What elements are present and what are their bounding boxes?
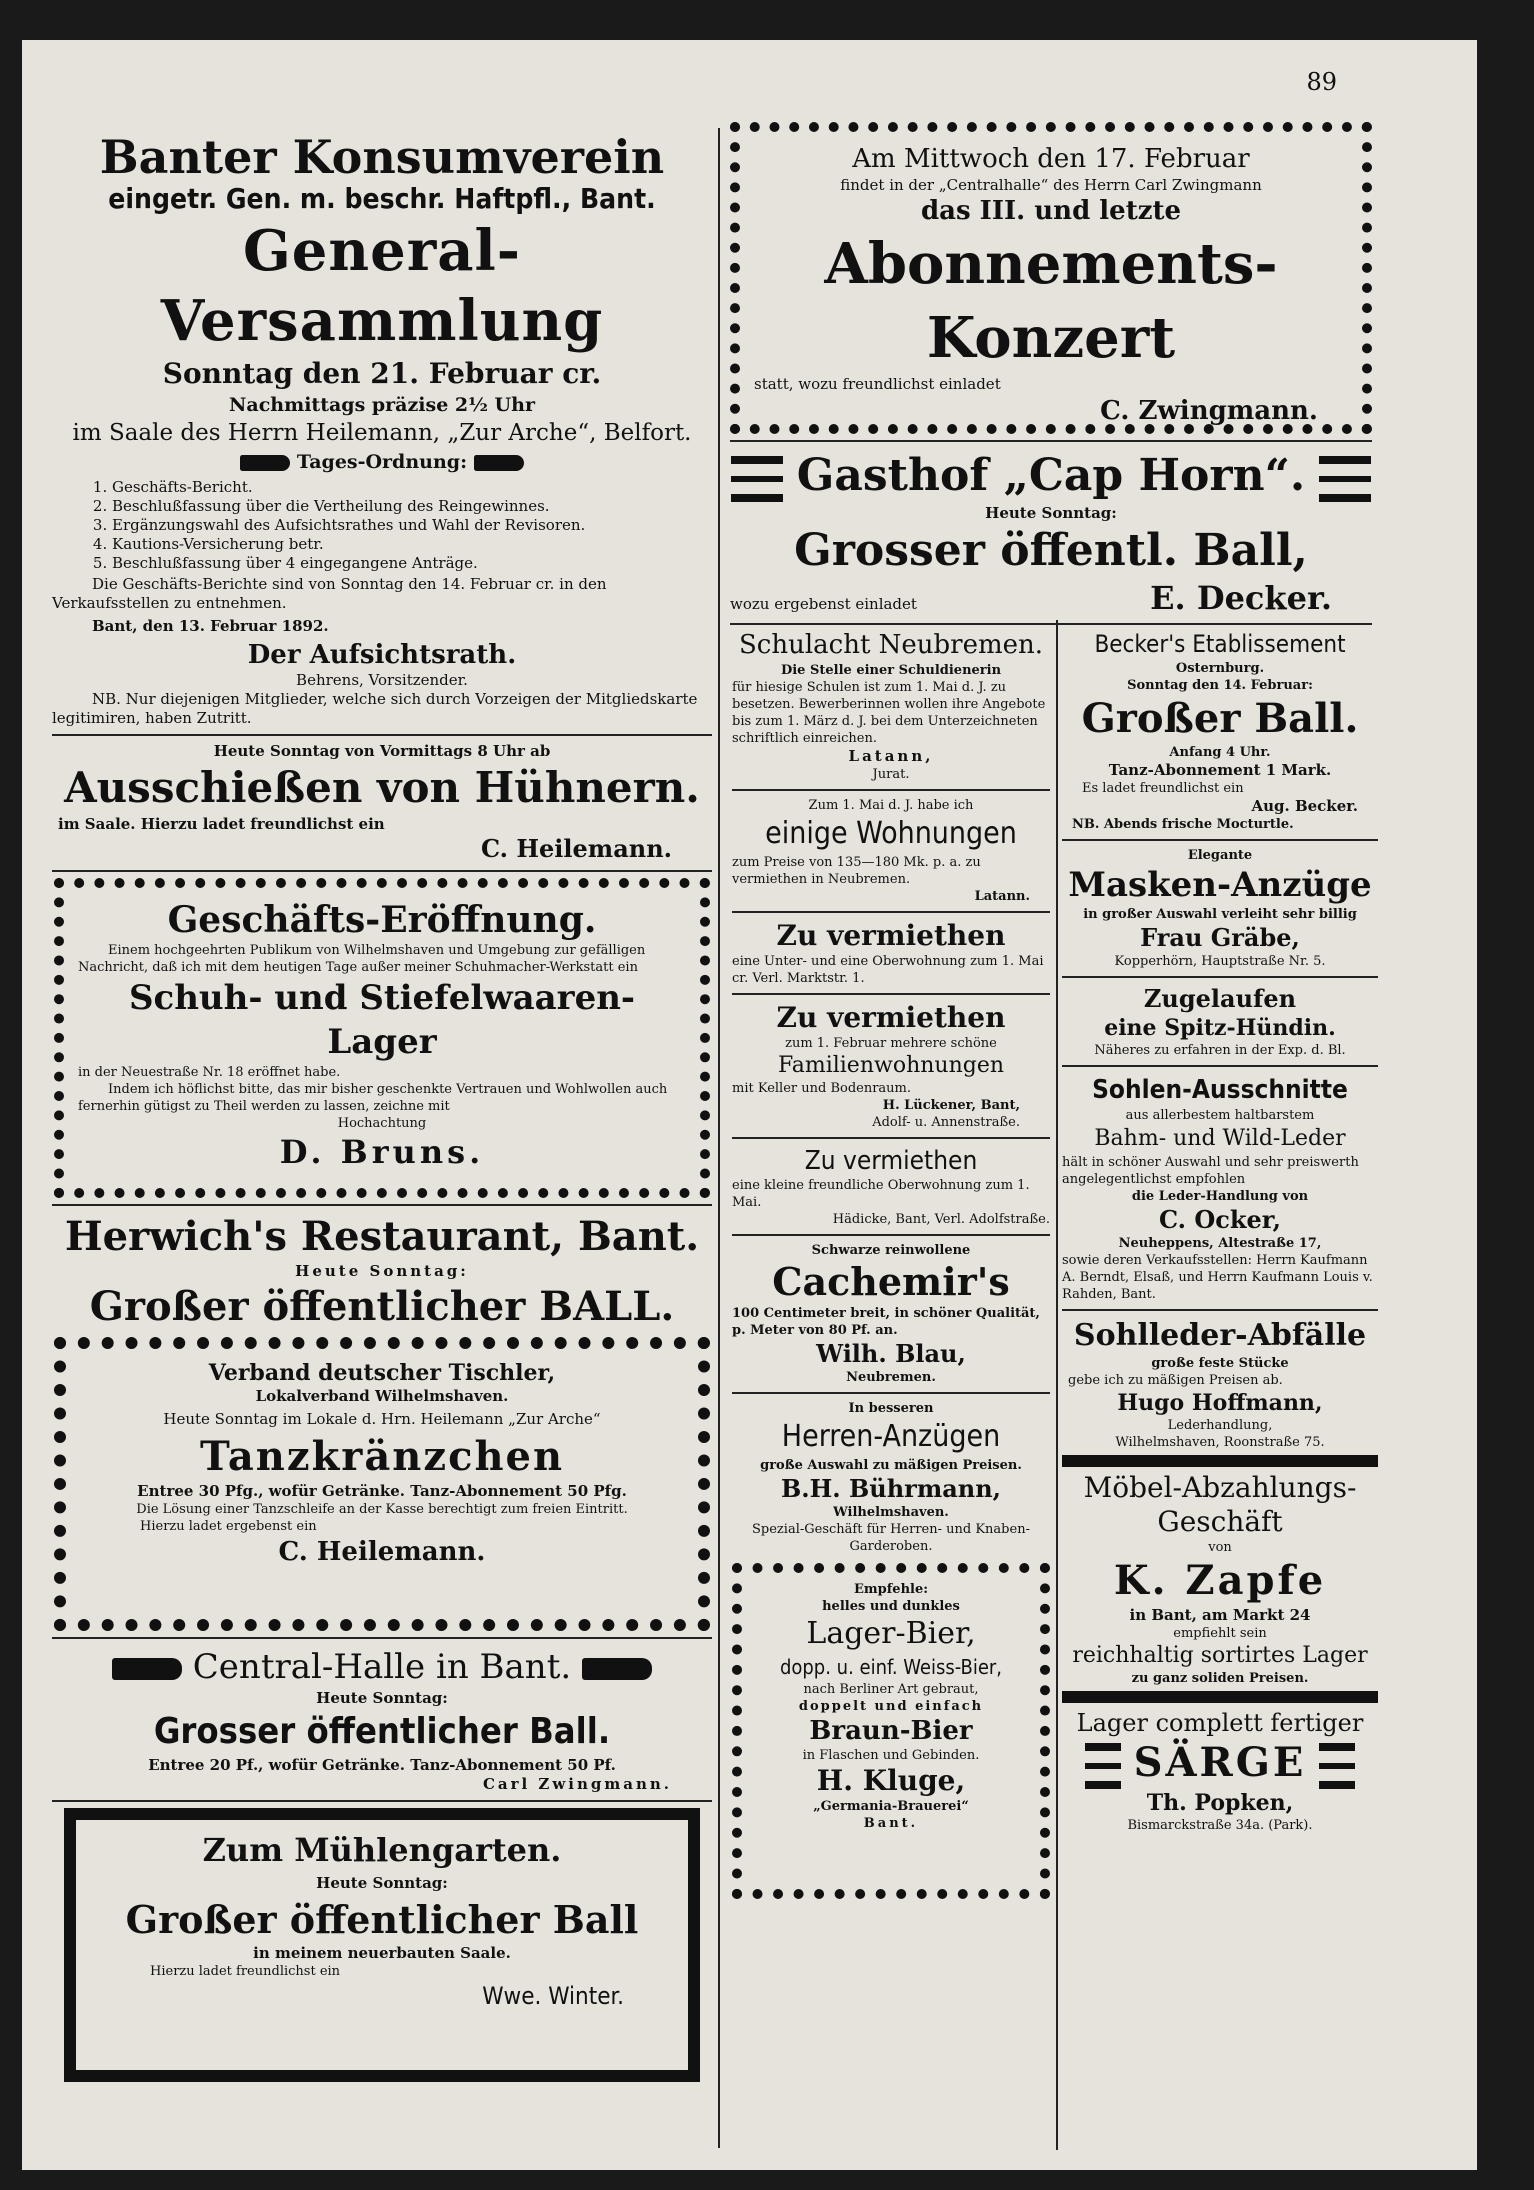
ad-line: Heute Sonntag von Vormittags 8 Uhr ab — [213, 742, 551, 760]
ad-vermiethen-2 — [732, 1001, 1050, 1131]
ad-masken — [1062, 847, 1378, 970]
divider — [1062, 1065, 1378, 1067]
ad-dateline: Bant, den 13. Februar 1892. — [92, 617, 329, 635]
ad-line: statt, wozu freundlichst einladet — [754, 375, 1001, 393]
agenda-item: 1. Geschäfts-Bericht. — [112, 478, 712, 497]
ad-nb: NB. Nur diejenigen Mitglieder, welche sich durch Vorzeigen der Mitgliedskarte legitimiren, haben Zutritt. — [52, 690, 698, 727]
ad-signer: Wilh. Blau, — [816, 1339, 966, 1368]
ad-ball: Großer Ball. — [1081, 695, 1359, 742]
ad-place: Wilhelmshaven. — [833, 1505, 949, 1520]
ad-note: Die Geschäfts-Berichte sind von Sonntag den 14. Februar cr. in den Verkaufsstellen zu entnehmen. — [52, 575, 607, 612]
agenda-item: 5. Beschlußfassung über 4 eingegangene Anträge. — [112, 554, 712, 573]
bar-ornament — [1062, 1691, 1378, 1703]
ad-herwich — [52, 1212, 712, 1333]
pointing-hand-icon — [240, 455, 290, 471]
ad-signer: C. Heilemann. — [480, 834, 672, 863]
ad-sub: Heute Sonntag: — [295, 1262, 469, 1280]
ad-schulacht — [732, 628, 1050, 783]
ad-headline: Ausschießen von Hühnern. — [64, 763, 700, 812]
ad-text: Spezial-Geschäft für Herren- und Knaben-Garderoben. — [752, 1522, 1030, 1554]
agenda-item: 3. Ergänzungswahl des Aufsichtsrathes und Wahl der Revisoren. — [112, 516, 712, 535]
divider — [732, 789, 1050, 791]
ad-headline: Lager-Bier, — [806, 1616, 976, 1651]
ad-line: nach Berliner Art gebraut, — [803, 1682, 979, 1697]
ad-line: Heute Sonntag im Lokale d. Hrn. Heilemann „Zur Arche“ — [163, 1410, 601, 1428]
ad-subtitle: eingetr. Gen. m. beschr. Haftpfl., Bant. — [108, 182, 656, 215]
ad-headline: Zugelaufen — [1143, 984, 1297, 1013]
ad-ball: Großer öffentlicher Ball — [125, 1897, 639, 1942]
ad-invite: im Saale. Hierzu ladet freundlichst ein — [58, 815, 385, 833]
divider — [1062, 976, 1378, 978]
ad-sub: in meinem neuerbauten Saale. — [253, 1944, 511, 1962]
ad-place: Osternburg. — [1175, 661, 1265, 676]
agenda-item: 4. Kautions-Versicherung betr. — [112, 535, 712, 554]
ad-brewery: „Germania-Brauerei“ — [813, 1799, 969, 1814]
ad-signer: H. Kluge, — [816, 1764, 966, 1797]
divider — [730, 623, 1372, 625]
ad-line: Schwarze reinwollene — [811, 1243, 971, 1258]
ad-line: aus allerbestem haltbarstem — [1125, 1108, 1315, 1123]
ad-date: Sonntag den 14. Februar: — [1127, 678, 1313, 693]
ad-sohlen — [1062, 1073, 1378, 1303]
ad-headline: Becker's Etablissement — [1094, 630, 1346, 658]
ad-place: Bant. — [863, 1816, 919, 1831]
ad-sub: Heute Sonntag: — [316, 1874, 448, 1892]
ad-regards: Hochachtung — [337, 1116, 427, 1131]
ad-signer: Latann, — [848, 747, 934, 765]
ad-address: Bismarckstraße 34a. (Park). — [1127, 1818, 1313, 1833]
ad-headline: Tanzkränzchen — [199, 1433, 565, 1480]
ad-signer: Hädicke, Bant, Verl. Adolfstraße. — [832, 1212, 1050, 1227]
ad-line: In besseren — [848, 1401, 934, 1416]
ad-headline: Gasthof „Cap Horn“. — [796, 450, 1306, 501]
ad-central-halle — [52, 1645, 712, 1794]
ad-line: große feste Stücke — [1151, 1356, 1289, 1371]
ad-board: Der Aufsichtsrath. — [247, 640, 517, 670]
column-right-top — [730, 122, 1372, 631]
ad-headline: Sohlen-Ausschnitte — [1092, 1075, 1348, 1105]
divider — [732, 1392, 1050, 1394]
column-rule — [718, 128, 720, 2148]
ad-place: Neubremen. — [846, 1370, 936, 1385]
ad-date: Sonntag den 21. Februar cr. — [162, 357, 602, 390]
ad-chair: Behrens, Vorsitzender. — [296, 671, 468, 689]
ad-address: Adolf- u. Annenstraße. — [872, 1115, 1020, 1130]
ad-invite: Hierzu ladet ergebenst ein — [140, 1519, 317, 1534]
ad-signer: Latann. — [974, 889, 1030, 904]
divider — [732, 1234, 1050, 1236]
ad-signer: Wwe. Winter. — [482, 1982, 624, 2010]
column-left — [52, 82, 712, 2086]
divider — [52, 1800, 712, 1802]
ad-address: Neuheppens, Altestraße 17, — [1118, 1236, 1322, 1251]
ad-becker — [1062, 628, 1378, 833]
ad-text: große Auswahl zu mäßigen Preisen. — [760, 1458, 1022, 1473]
agenda-item: 2. Beschlußfassung über die Vertheilung des Reingewinnes. — [112, 497, 712, 516]
divider — [52, 870, 712, 872]
bar-ornament-icon — [1319, 1743, 1355, 1789]
ad-caphorn — [730, 448, 1372, 617]
ad-headline-2: Schuh- und Stiefelwaaren-Lager — [128, 978, 636, 1062]
page-number: 89 — [1306, 68, 1337, 96]
divider — [52, 1637, 712, 1639]
ad-text: Die Lösung einer Tanzschleife an der Kasse berechtigt zum freien Eintritt. — [136, 1502, 628, 1517]
ad-abo: Tanz-Abonnement 1 Mark. — [1108, 761, 1332, 779]
ad-headline: Zum Mühlengarten. — [202, 1831, 562, 1869]
ad-zapfe — [1062, 1471, 1378, 1687]
ad-von: von — [1208, 1540, 1232, 1555]
ad-line: Zum 1. Mai d. J. habe ich — [808, 798, 974, 813]
ad-text: Indem ich höflichst bitte, das mir bisher geschenkte Vertrauen und Wohlwollen auch fernerhin gütigst zu Theil werden zu lassen, zeichne mit — [78, 1082, 668, 1114]
ad-line: empfiehlt sein — [1173, 1626, 1267, 1641]
divider — [732, 911, 1050, 913]
ad-line: Empfehle: — [853, 1582, 929, 1597]
ad-text: eine Unter- und eine Oberwohnung zum 1. Mai cr. Verl. Marktstr. 1. — [732, 954, 1044, 986]
ad-headline: Abonnements-Konzert — [824, 231, 1278, 371]
ad-headline-2: dopp. u. einf. Weiss-Bier, — [779, 1655, 1003, 1679]
column-rule — [1056, 620, 1058, 2150]
ad-entree: Entree 20 Pf., wofür Getränke. Tanz-Abonnement 50 Pf. — [148, 1756, 616, 1774]
ad-text: für hiesige Schulen ist zum 1. Mai d. J. zu besetzen. Bewerberinnen wollen ihre Angebote bis zum 1. März d. J. bei dem Unterzeichneten schriftlich einreichen. — [732, 680, 1046, 746]
ad-text: Näheres zu erfahren in der Exp. d. Bl. — [1094, 1043, 1346, 1058]
ad-muehlengarten — [64, 1808, 700, 2082]
ad-time: Nachmittags präzise 2½ Uhr — [229, 394, 535, 416]
pointing-hand-icon — [474, 455, 524, 471]
ad-time: Anfang 4 Uhr. — [1169, 745, 1271, 760]
ad-signer: E. Decker. — [1150, 579, 1332, 617]
ad-text: Einem hochgeehrten Publikum von Wilhelmshaven und Umgebung zur gefälligen Nachricht, daß ich mit dem heutigen Tage außer meiner Schuhmacher-Werkstatt ein — [78, 943, 646, 975]
ad-konzert — [730, 122, 1372, 434]
ad-role: Jurat. — [872, 767, 910, 782]
ad-headline-3: Braun-Bier — [809, 1716, 973, 1746]
ad-saerge — [1062, 1707, 1378, 1834]
ad-title: Banter Konsumverein — [99, 130, 665, 184]
ad-line: gebe ich zu mäßigen Preisen ab. — [1068, 1373, 1283, 1388]
ad-signer: Frau Gräbe, — [1140, 923, 1300, 952]
ad-line: das III. und letzte — [920, 196, 1182, 226]
ad-signer: Aug. Becker. — [1251, 797, 1358, 815]
ad-signer: C. Zwingmann. — [1100, 396, 1318, 426]
ad-headline: Möbel-Abzahlungs-Geschäft — [1083, 1471, 1357, 1538]
ad-headline: einige Wohnungen — [765, 816, 1017, 851]
ad-ball: Grosser öffentlicher Ball. — [153, 1711, 611, 1752]
ad-nb: NB. Abends frische Mocturtle. — [1072, 817, 1294, 832]
divider — [730, 440, 1372, 442]
ad-signer: Th. Popken, — [1146, 1790, 1294, 1816]
ad-headline-2: reichhaltig sortirtes Lager — [1072, 1643, 1368, 1668]
ad-headline-2: Bahm- und Wild-Leder — [1094, 1126, 1346, 1151]
ad-line: mit Keller und Bodenraum. — [732, 1081, 912, 1096]
ad-headline: SÄRGE — [1133, 1739, 1307, 1786]
ad-herren — [732, 1400, 1050, 1555]
ad-line: findet in der „Centralhalle“ des Herrn Carl Zwingmann — [840, 176, 1262, 194]
ad-invite: wozu ergebenst einladet — [730, 595, 917, 613]
ad-cachemir — [732, 1242, 1050, 1386]
ad-shooting — [52, 742, 712, 864]
ad-tischler — [54, 1337, 710, 1631]
ad-signer: C. Ocker, — [1158, 1205, 1282, 1234]
bar-ornament-icon — [1319, 456, 1371, 502]
pointing-hand-icon — [112, 1658, 182, 1680]
ad-sub: Heute Sonntag: — [316, 1689, 448, 1707]
ad-entree: Entree 30 Pfg., wofür Getränke. Tanz-Abonnement 50 Pfg. — [137, 1482, 627, 1500]
ad-headline: Zu vermiethen — [776, 919, 1006, 952]
ad-line: in Flaschen und Gebinden. — [802, 1748, 980, 1763]
ad-konsumverein — [52, 82, 712, 728]
ad-vermiethen-1 — [732, 919, 1050, 987]
ad-hund — [1062, 984, 1378, 1059]
ad-headline-2: eine Spitz-Hündin. — [1104, 1015, 1336, 1041]
ad-ball: Großer öffentlicher BALL. — [89, 1283, 675, 1330]
ad-invite: Hierzu ladet freundlichst ein — [150, 1964, 341, 1979]
ad-line: Lager complett fertiger — [1076, 1709, 1364, 1737]
ad-headline: Masken-Anzüge — [1068, 865, 1372, 905]
ad-signer: K. Zapfe — [1113, 1557, 1327, 1604]
ad-bier — [732, 1563, 1050, 1899]
column-right-b — [1062, 628, 1378, 1834]
ad-signer: Hugo Hoffmann, — [1117, 1390, 1323, 1416]
ad-headline: Herren-Anzügen — [781, 1419, 1001, 1454]
ad-line: Am Mittwoch den 17. Februar — [852, 144, 1250, 174]
divider — [1062, 839, 1378, 841]
ad-line: Lokalverband Wilhelmshaven. — [255, 1387, 509, 1405]
ad-line: Elegante — [1187, 848, 1253, 863]
ad-headline: General-Versammlung — [160, 218, 604, 354]
ad-line: helles und dunkles — [822, 1599, 960, 1614]
agenda-title: Tages-Ordnung: — [296, 451, 468, 473]
ad-text: zum Preise von 135—180 Mk. p. a. zu vermiethen in Neubremen. — [732, 855, 981, 887]
agenda-list — [112, 478, 712, 573]
ad-line: Verband deutscher Tischler, — [208, 1360, 556, 1386]
ad-invite: Es ladet freundlichst ein — [1082, 781, 1244, 796]
divider — [52, 1204, 712, 1206]
ad-signer: Carl Zwingmann. — [482, 1775, 672, 1793]
ad-text: hält in schöner Auswahl und sehr preiswerth angelegentlichst empfohlen — [1062, 1155, 1359, 1187]
ad-place: im Saale des Herrn Heilemann, „Zur Arche“, Belfort. — [72, 420, 692, 446]
ad-line: zum 1. Februar mehrere schöne — [785, 1036, 997, 1051]
ad-opening — [54, 878, 710, 1198]
ad-line: doppelt und einfach — [798, 1699, 984, 1714]
pointing-hand-icon — [582, 1658, 652, 1680]
ad-sub: Heute Sonntag: — [985, 504, 1117, 522]
divider — [1062, 1309, 1378, 1311]
column-right-a — [732, 628, 1050, 1899]
ad-text: eine kleine freundliche Oberwohnung zum 1. Mai. — [732, 1178, 1030, 1210]
ad-headline: Zu vermiethen — [776, 1001, 1006, 1034]
ad-sohlleder — [1062, 1317, 1378, 1451]
ad-headline: Geschäfts-Eröffnung. — [167, 899, 597, 941]
ad-headline: Herwich's Restaurant, Bant. — [64, 1213, 700, 1260]
ad-signer: C. Heilemann. — [278, 1537, 486, 1567]
ad-text: in großer Auswahl verleiht sehr billig — [1083, 907, 1357, 922]
ad-ball: Grosser öffentl. Ball, — [794, 525, 1308, 576]
ad-headline: Sohlleder-Abfälle — [1073, 1318, 1367, 1353]
ad-headline: Central-Halle in Bant. — [192, 1647, 572, 1687]
bar-ornament-icon — [731, 456, 783, 502]
ad-address: Wilhelmshaven, Roonstraße 75. — [1115, 1435, 1325, 1450]
ad-vermiethen-3 — [732, 1145, 1050, 1228]
ad-text: 100 Centimeter breit, in schöner Qualität, p. Meter von 80 Pf. an. — [732, 1306, 1040, 1338]
ad-signer: H. Lückener, Bant, — [882, 1098, 1020, 1113]
bar-ornament — [1062, 1455, 1378, 1467]
ad-headline-2: Familienwohnungen — [777, 1053, 1005, 1078]
ad-signer: B.H. Bührmann, — [780, 1474, 1002, 1503]
ad-address: Kopperhörn, Hauptstraße Nr. 5. — [1114, 954, 1326, 969]
ad-signer: D. Bruns. — [279, 1133, 485, 1171]
ad-headline: Zu vermiethen — [804, 1146, 978, 1176]
ad-text: sowie deren Verkaufsstellen: Herrn Kaufmann A. Berndt, Elsaß, und Herrn Kaufmann Louis v. Rahden, Bant. — [1062, 1253, 1373, 1302]
ad-line: die Leder-Handlung von — [1131, 1189, 1309, 1204]
bar-ornament-icon — [1085, 1743, 1121, 1789]
ad-text: in der Neuestraße Nr. 18 eröffnet habe. — [78, 1065, 341, 1080]
ad-wohnungen — [732, 797, 1050, 905]
ad-headline: Schulacht Neubremen. — [738, 630, 1044, 660]
ad-place: in Bant, am Markt 24 — [1129, 1606, 1311, 1624]
divider — [732, 993, 1050, 995]
ad-line: zu ganz soliden Preisen. — [1131, 1671, 1309, 1686]
divider — [732, 1137, 1050, 1139]
ad-line: Die Stelle einer Schuldienerin — [780, 663, 1002, 678]
ad-headline: Cachemir's — [772, 1259, 1010, 1304]
ad-role: Lederhandlung, — [1167, 1418, 1273, 1433]
divider — [52, 734, 712, 736]
